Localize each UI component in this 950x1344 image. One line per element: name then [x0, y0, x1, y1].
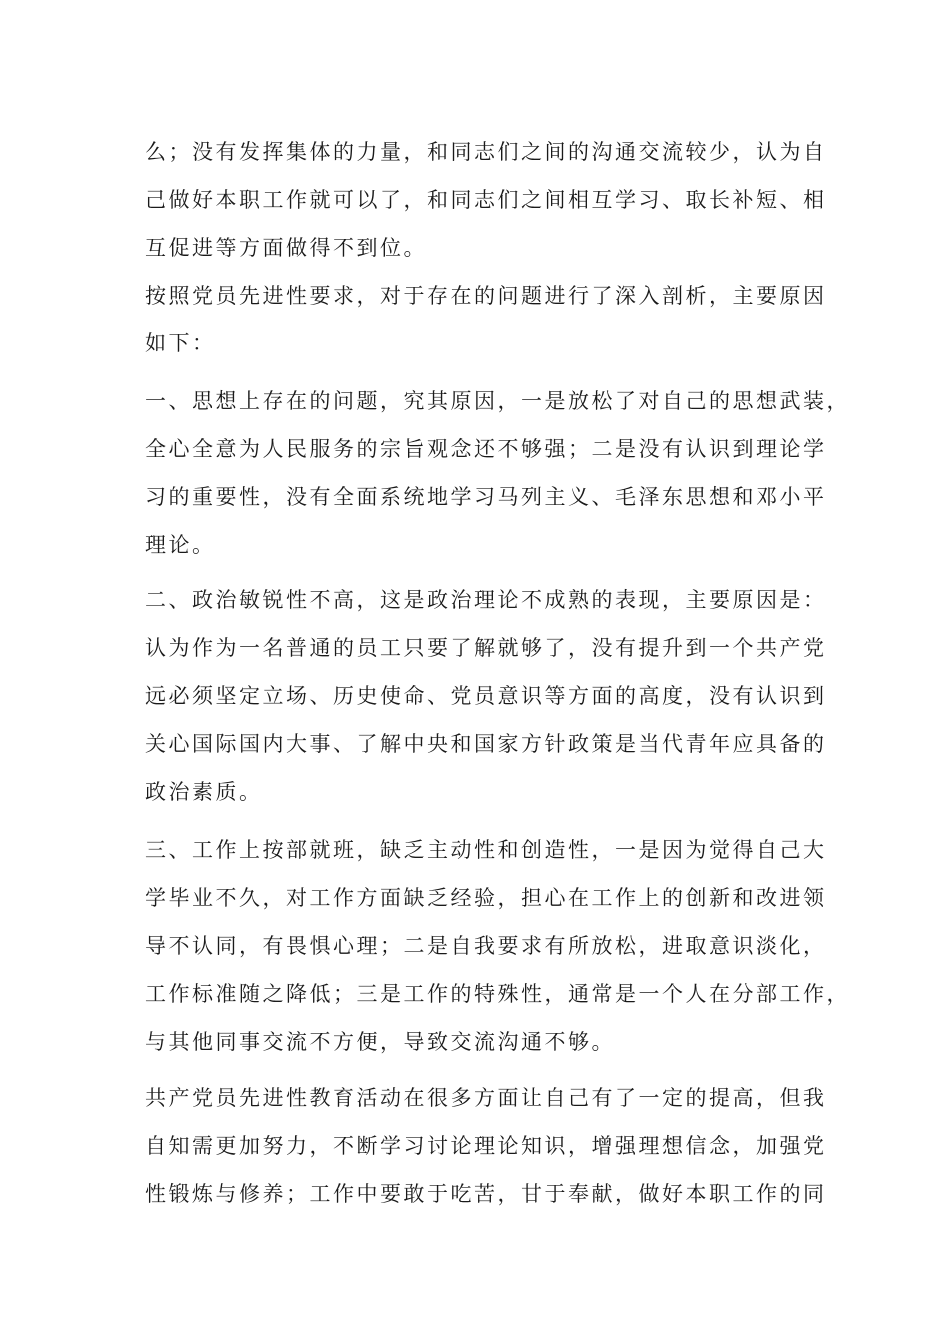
text-line: 远必须坚定立场、历史使命、党员意识等方面的高度，没有认识到: [145, 684, 827, 708]
text-line: 政治素质。: [145, 780, 263, 804]
text-line: 按照党员先进性要求，对于存在的问题进行了深入剖析，主要原因: [145, 284, 827, 308]
text-line: 如下：: [145, 331, 216, 355]
text-line: 认为作为一名普通的员工只要了解就够了，没有提升到一个共产党: [145, 636, 827, 660]
text-line: 性锻炼与修养；工作中要敢于吃苦，甘于奉献，做好本职工作的同: [145, 1182, 827, 1206]
text-line: 工作标准随之降低；三是工作的特殊性，通常是一个人在分部工作，: [145, 982, 850, 1006]
text-line: 习的重要性，没有全面系统地学习马列主义、毛泽东思想和邓小平: [145, 485, 827, 509]
text-line: 关心国际国内大事、了解中央和国家方针政策是当代青年应具备的: [145, 732, 827, 756]
text-line: 理论。: [145, 533, 216, 557]
text-line: 学毕业不久，对工作方面缺乏经验，担心在工作上的创新和改进领: [145, 886, 827, 910]
text-line: 导不认同，有畏惧心理；二是自我要求有所放松，进取意识淡化，: [145, 934, 827, 958]
text-line: 自知需更加努力，不断学习讨论理论知识，增强理想信念，加强党: [145, 1134, 827, 1158]
text-line: 二、政治敏锐性不高，这是政治理论不成熟的表现，主要原因是：: [145, 588, 827, 612]
text-line: 互促进等方面做得不到位。: [145, 236, 427, 260]
text-line: 共产党员先进性教育活动在很多方面让自己有了一定的提高，但我: [145, 1086, 827, 1110]
text-line: 一、思想上存在的问题，究其原因，一是放松了对自己的思想武装，: [145, 389, 850, 413]
text-line: 三、工作上按部就班，缺乏主动性和创造性，一是因为觉得自己大: [145, 838, 827, 862]
text-line: 全心全意为人民服务的宗旨观念还不够强；二是没有认识到理论学: [145, 437, 827, 461]
text-line: 己做好本职工作就可以了，和同志们之间相互学习、取长补短、相: [145, 188, 827, 212]
text-line: 与其他同事交流不方便，导致交流沟通不够。: [145, 1030, 615, 1054]
text-line: 么；没有发挥集体的力量，和同志们之间的沟通交流较少，认为自: [145, 140, 827, 164]
